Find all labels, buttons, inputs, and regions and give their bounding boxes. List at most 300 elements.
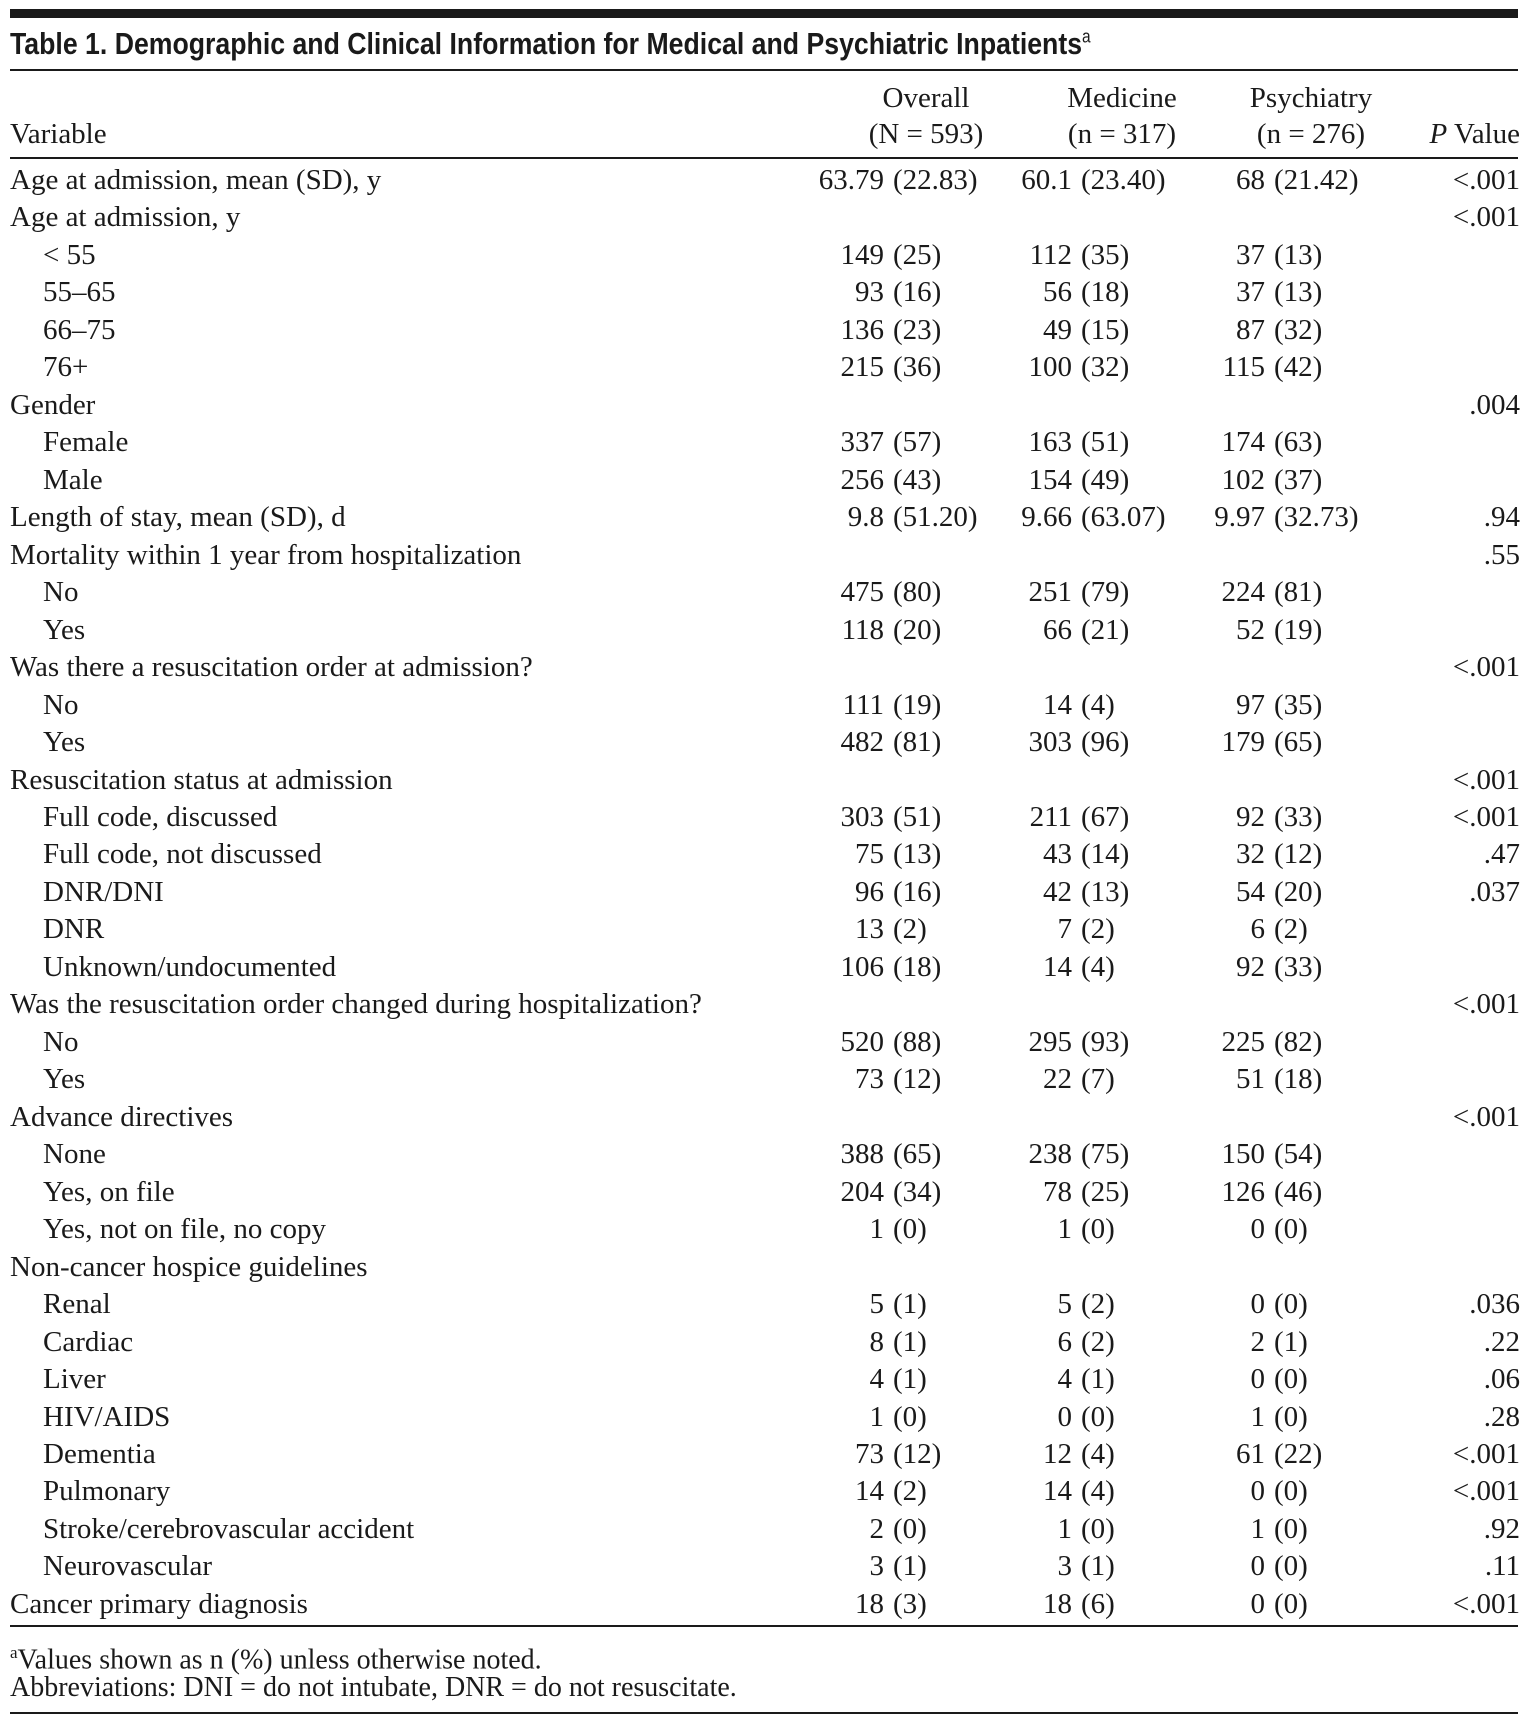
psychiatry-value: 115 [1222, 351, 1265, 384]
overall-value: 93 [855, 276, 884, 309]
row-label: Female [43, 426, 129, 459]
row-label: Age at admission, mean (SD), y [10, 164, 382, 196]
p-value: <.001 [1452, 763, 1520, 796]
table-row [0, 1211, 1528, 1248]
header-p-value [1430, 116, 1520, 152]
medicine-percent: (1) [1081, 1550, 1115, 1583]
psychiatry-value: 9.97 [1214, 501, 1265, 534]
overall-value: 303 [840, 800, 884, 833]
p-value: .92 [1483, 1512, 1520, 1545]
overall-percent: (34) [893, 1175, 942, 1208]
psychiatry-value: 174 [1221, 426, 1265, 459]
row-label: Pulmonary [43, 1475, 171, 1508]
psychiatry-percent: (0) [1274, 1213, 1308, 1246]
medicine-value: 154 [1028, 463, 1072, 496]
psychiatry-value: 87 [1236, 313, 1265, 346]
overall-percent: (12) [893, 1437, 942, 1470]
psychiatry-value: 37 [1236, 238, 1265, 271]
footnote-a-text: Values shown as n (%) unless otherwise noted. [17, 1644, 542, 1676]
p-value: <.001 [1452, 1475, 1520, 1508]
table-row [0, 1136, 1528, 1173]
psychiatry-percent: (32) [1274, 313, 1323, 346]
bottom-rule [10, 1625, 1518, 1627]
row-label: Advance directives [10, 1100, 234, 1133]
table-row [0, 836, 1528, 873]
p-value: .28 [1483, 1400, 1520, 1433]
table-row [0, 762, 1528, 799]
row-label: No [43, 688, 79, 721]
table-row [0, 1436, 1528, 1473]
overall-percent: (51.20) [893, 501, 978, 534]
psychiatry-percent: (32.73) [1274, 501, 1359, 534]
row-label: None [43, 1138, 106, 1171]
table-row [0, 1399, 1528, 1436]
row-label: Length of stay, mean (SD), d [10, 501, 346, 534]
psychiatry-percent: (20) [1274, 875, 1323, 908]
psychiatry-percent: (0) [1274, 1587, 1308, 1620]
p-value: <.001 [1452, 1100, 1520, 1133]
psychiatry-percent: (0) [1274, 1400, 1308, 1433]
p-value: .11 [1484, 1550, 1520, 1583]
overall-percent: (0) [893, 1512, 927, 1545]
medicine-percent: (15) [1081, 313, 1130, 346]
medicine-percent: (0) [1081, 1400, 1115, 1433]
table-row [0, 199, 1528, 236]
table-row [0, 274, 1528, 311]
row-label: Cancer primary diagnosis [10, 1587, 308, 1620]
medicine-value: 112 [1029, 238, 1072, 271]
header-overall-n: (N = 593) [868, 118, 984, 150]
table-row [0, 687, 1528, 724]
overall-value: 149 [840, 238, 884, 271]
psychiatry-percent: (46) [1274, 1175, 1323, 1208]
medicine-value: 0 [1057, 1400, 1072, 1433]
overall-percent: (22.83) [893, 164, 978, 196]
p-value: <.001 [1452, 1587, 1520, 1620]
psychiatry-percent: (0) [1274, 1550, 1308, 1583]
medicine-percent: (25) [1081, 1175, 1130, 1208]
overall-value: 63.79 [818, 164, 884, 196]
overall-value: 520 [840, 1025, 884, 1058]
overall-value: 388 [840, 1138, 884, 1171]
medicine-value: 5 [1057, 1288, 1072, 1321]
overall-value: 136 [840, 313, 884, 346]
table-row [0, 1548, 1528, 1585]
row-label: Resuscitation status at admission [10, 763, 393, 796]
overall-value: 96 [855, 875, 884, 908]
header-rule [10, 157, 1518, 159]
medicine-value: 42 [1043, 875, 1072, 908]
p-value: <.001 [1452, 201, 1520, 234]
medicine-percent: (6) [1081, 1587, 1115, 1620]
table-row [0, 1099, 1528, 1136]
table-row [0, 1511, 1528, 1548]
table-row [0, 649, 1528, 686]
row-label: No [43, 1025, 79, 1058]
overall-value: 13 [855, 913, 884, 946]
row-label: Yes [43, 1063, 86, 1096]
p-value: <.001 [1452, 164, 1520, 196]
psychiatry-value: 1 [1250, 1512, 1265, 1545]
overall-percent: (36) [893, 351, 942, 384]
overall-percent: (1) [893, 1325, 927, 1358]
row-label: No [43, 576, 79, 609]
table-row [0, 1174, 1528, 1211]
psychiatry-value: 32 [1236, 838, 1265, 871]
overall-percent: (12) [893, 1063, 942, 1096]
psychiatry-value: 92 [1236, 950, 1265, 983]
overall-percent: (43) [893, 463, 942, 496]
table-row [0, 1473, 1528, 1510]
p-value: <.001 [1452, 988, 1520, 1021]
table-row [0, 724, 1528, 761]
psychiatry-value: 0 [1250, 1363, 1265, 1396]
psychiatry-value: 1 [1250, 1400, 1265, 1433]
table-row [0, 1249, 1528, 1286]
overall-value: 215 [840, 351, 884, 384]
overall-value: 73 [855, 1437, 884, 1470]
psychiatry-value: 6 [1250, 913, 1265, 946]
psychiatry-value: 2 [1250, 1325, 1265, 1358]
row-label: Neurovascular [43, 1550, 213, 1583]
medicine-percent: (0) [1081, 1512, 1115, 1545]
top-bar [10, 9, 1518, 18]
overall-percent: (88) [893, 1025, 942, 1058]
row-label: 55–65 [43, 276, 116, 309]
overall-percent: (13) [893, 838, 942, 871]
psychiatry-value: 225 [1221, 1025, 1265, 1058]
table-row [0, 1324, 1528, 1361]
end-rule [10, 1712, 1518, 1714]
psychiatry-value: 54 [1236, 875, 1265, 908]
overall-value: 118 [841, 613, 884, 646]
table-row [0, 799, 1528, 836]
medicine-value: 60.1 [1021, 164, 1072, 196]
overall-value: 3 [869, 1550, 884, 1583]
medicine-percent: (18) [1081, 276, 1130, 309]
medicine-value: 7 [1057, 913, 1072, 946]
medicine-value: 14 [1043, 950, 1072, 983]
overall-value: 111 [842, 688, 884, 721]
row-label: Renal [43, 1288, 111, 1321]
psychiatry-percent: (1) [1274, 1325, 1308, 1358]
medicine-percent: (2) [1081, 1288, 1115, 1321]
overall-value: 475 [840, 576, 884, 609]
overall-value: 106 [840, 950, 884, 983]
psychiatry-value: 37 [1236, 276, 1265, 309]
overall-value: 337 [840, 426, 884, 459]
overall-percent: (65) [893, 1138, 942, 1171]
medicine-percent: (2) [1081, 1325, 1115, 1358]
overall-percent: (51) [893, 800, 942, 833]
overall-value: 1 [869, 1400, 884, 1433]
medicine-percent: (13) [1081, 875, 1130, 908]
overall-percent: (19) [893, 688, 942, 721]
overall-value: 9.8 [847, 501, 884, 534]
table-title [10, 26, 1091, 62]
table-row [0, 162, 1528, 199]
medicine-percent: (4) [1081, 1475, 1115, 1508]
medicine-value: 251 [1028, 576, 1072, 609]
medicine-value: 100 [1028, 351, 1072, 384]
header-overall: Overall [882, 82, 970, 114]
p-value: .036 [1469, 1288, 1520, 1321]
overall-percent: (1) [893, 1363, 927, 1396]
overall-value: 204 [840, 1175, 884, 1208]
overall-value: 8 [869, 1325, 884, 1358]
table-row [0, 349, 1528, 386]
psychiatry-percent: (0) [1274, 1363, 1308, 1396]
medicine-value: 49 [1043, 313, 1072, 346]
table-row [0, 1361, 1528, 1398]
header-variable: Variable [10, 118, 107, 150]
medicine-percent: (14) [1081, 838, 1130, 871]
header-medicine-n: (n = 317) [1067, 118, 1177, 150]
p-value: .22 [1483, 1325, 1520, 1358]
medicine-value: 43 [1043, 838, 1072, 871]
medicine-percent: (1) [1081, 1363, 1115, 1396]
psychiatry-percent: (19) [1274, 613, 1323, 646]
title-text: Table 1. Demographic and Clinical Information for Medical and Psychiatric Inpatients [10, 26, 1083, 61]
header-medicine: Medicine [1067, 82, 1177, 114]
medicine-value: 295 [1028, 1025, 1072, 1058]
table-row [0, 911, 1528, 948]
overall-value: 256 [840, 463, 884, 496]
medicine-percent: (49) [1081, 463, 1130, 496]
medicine-value: 238 [1028, 1138, 1072, 1171]
table-row [0, 387, 1528, 424]
table-row [0, 1024, 1528, 1061]
p-value: .94 [1483, 501, 1520, 534]
psychiatry-value: 126 [1221, 1175, 1265, 1208]
overall-value: 482 [840, 726, 884, 759]
psychiatry-percent: (12) [1274, 838, 1323, 871]
medicine-percent: (0) [1081, 1213, 1115, 1246]
overall-percent: (57) [893, 426, 942, 459]
row-label: Full code, not discussed [43, 838, 322, 871]
table-row [0, 949, 1528, 986]
table-row [0, 499, 1528, 536]
psychiatry-percent: (13) [1274, 238, 1323, 271]
medicine-value: 6 [1057, 1325, 1072, 1358]
table-row [0, 312, 1528, 349]
table-row [0, 237, 1528, 274]
psychiatry-percent: (65) [1274, 726, 1323, 759]
psychiatry-value: 179 [1221, 726, 1265, 759]
psychiatry-value: 92 [1236, 800, 1265, 833]
medicine-percent: (67) [1081, 800, 1130, 833]
p-value: <.001 [1452, 800, 1520, 833]
row-label: Age at admission, y [10, 201, 241, 234]
overall-percent: (1) [893, 1288, 927, 1321]
psychiatry-percent: (13) [1274, 276, 1323, 309]
medicine-value: 1 [1057, 1213, 1072, 1246]
row-label: Yes, not on file, no copy [43, 1213, 327, 1246]
overall-percent: (0) [893, 1400, 927, 1433]
psychiatry-value: 0 [1250, 1550, 1265, 1583]
p-value: .55 [1483, 538, 1520, 571]
medicine-value: 1 [1057, 1512, 1072, 1545]
table-row [0, 612, 1528, 649]
overall-percent: (18) [893, 950, 942, 983]
row-label: Gender [10, 388, 96, 421]
medicine-percent: (23.40) [1081, 164, 1166, 196]
row-label: HIV/AIDS [43, 1400, 171, 1433]
psychiatry-percent: (18) [1274, 1063, 1323, 1096]
table-row [0, 1061, 1528, 1098]
overall-percent: (2) [893, 1475, 927, 1508]
row-label: 66–75 [43, 313, 116, 346]
overall-value: 75 [855, 838, 884, 871]
medicine-percent: (2) [1081, 913, 1115, 946]
medicine-value: 14 [1043, 688, 1072, 721]
psychiatry-value: 97 [1236, 688, 1265, 721]
psychiatry-value: 0 [1250, 1213, 1265, 1246]
row-label: Unknown/undocumented [43, 950, 337, 983]
header-p-rest: Value [1447, 118, 1520, 150]
psychiatry-value: 52 [1236, 613, 1265, 646]
medicine-value: 14 [1043, 1475, 1072, 1508]
psychiatry-percent: (35) [1274, 688, 1323, 721]
p-value: .06 [1483, 1363, 1520, 1396]
psychiatry-value: 51 [1236, 1063, 1265, 1096]
medicine-percent: (7) [1081, 1063, 1115, 1096]
medicine-value: 66 [1043, 613, 1072, 646]
table-row [0, 1286, 1528, 1323]
row-label: Mortality within 1 year from hospitalization [10, 538, 522, 571]
overall-percent: (81) [893, 726, 942, 759]
table-row [0, 462, 1528, 499]
row-label: Liver [43, 1363, 106, 1396]
psychiatry-value: 68 [1236, 164, 1265, 196]
psychiatry-value: 102 [1221, 463, 1265, 496]
overall-value: 2 [869, 1512, 884, 1545]
table-row [0, 986, 1528, 1023]
psychiatry-value: 61 [1236, 1437, 1265, 1470]
medicine-value: 12 [1043, 1437, 1072, 1470]
psychiatry-percent: (33) [1274, 800, 1323, 833]
row-label: Full code, discussed [43, 800, 278, 833]
overall-percent: (0) [893, 1213, 927, 1246]
medicine-percent: (75) [1081, 1138, 1130, 1171]
overall-percent: (23) [893, 313, 942, 346]
medicine-percent: (96) [1081, 726, 1130, 759]
footnote-mark: a [10, 1643, 18, 1662]
overall-percent: (3) [893, 1587, 927, 1620]
medicine-percent: (35) [1081, 238, 1130, 271]
psychiatry-value: 0 [1250, 1288, 1265, 1321]
psychiatry-percent: (0) [1274, 1512, 1308, 1545]
table-row [0, 1586, 1528, 1623]
medicine-value: 18 [1043, 1587, 1072, 1620]
overall-percent: (2) [893, 913, 927, 946]
overall-percent: (80) [893, 576, 942, 609]
overall-value: 73 [855, 1063, 884, 1096]
medicine-percent: (79) [1081, 576, 1130, 609]
row-label: DNR/DNI [43, 875, 164, 908]
table-row [0, 874, 1528, 911]
p-value: <.001 [1452, 1437, 1520, 1470]
footnote-abbreviations: Abbreviations: DNI = do not intubate, DNR = do not resuscitate. [10, 1672, 737, 1703]
row-label: < 55 [43, 238, 96, 271]
title-rule [10, 69, 1518, 71]
medicine-percent: (63.07) [1081, 501, 1166, 534]
row-label: Yes [43, 726, 86, 759]
medicine-value: 303 [1028, 726, 1072, 759]
medicine-value: 22 [1043, 1063, 1072, 1096]
row-label: Yes [43, 613, 86, 646]
psychiatry-percent: (21.42) [1274, 164, 1359, 196]
psychiatry-value: 150 [1221, 1138, 1265, 1171]
psychiatry-value: 0 [1250, 1475, 1265, 1508]
p-value: .037 [1469, 875, 1520, 908]
overall-value: 1 [869, 1213, 884, 1246]
p-value: .004 [1469, 388, 1520, 421]
medicine-value: 9.66 [1021, 501, 1072, 534]
psychiatry-value: 224 [1221, 576, 1265, 609]
row-label: Male [43, 463, 103, 496]
p-value: .47 [1483, 838, 1520, 871]
psychiatry-percent: (63) [1274, 426, 1323, 459]
title-footnote-mark: a [1082, 26, 1091, 47]
p-value: <.001 [1452, 651, 1520, 684]
row-label: Was there a resuscitation order at admission? [10, 651, 533, 684]
overall-value: 14 [855, 1475, 884, 1508]
medicine-percent: (32) [1081, 351, 1130, 384]
psychiatry-percent: (82) [1274, 1025, 1323, 1058]
psychiatry-percent: (54) [1274, 1138, 1323, 1171]
medicine-percent: (51) [1081, 426, 1130, 459]
row-label: 76+ [43, 351, 89, 384]
overall-value: 18 [855, 1587, 884, 1620]
header-p-italic: P [1429, 118, 1448, 150]
psychiatry-percent: (22) [1274, 1437, 1323, 1470]
psychiatry-percent: (33) [1274, 950, 1323, 983]
medicine-value: 3 [1057, 1550, 1072, 1583]
medicine-percent: (4) [1081, 688, 1115, 721]
row-label: Was the resuscitation order changed during hospitalization? [10, 988, 702, 1021]
overall-percent: (1) [893, 1550, 927, 1583]
medicine-value: 78 [1043, 1175, 1072, 1208]
row-label: DNR [43, 913, 105, 946]
psychiatry-percent: (0) [1274, 1288, 1308, 1321]
medicine-percent: (93) [1081, 1025, 1130, 1058]
row-label: Yes, on file [43, 1175, 175, 1208]
psychiatry-percent: (2) [1274, 913, 1308, 946]
overall-percent: (16) [893, 875, 942, 908]
header-psychiatry-n: (n = 276) [1256, 118, 1366, 150]
medicine-value: 211 [1029, 800, 1072, 833]
table-row [0, 574, 1528, 611]
overall-value: 5 [869, 1288, 884, 1321]
overall-percent: (25) [893, 238, 942, 271]
overall-percent: (16) [893, 276, 942, 309]
medicine-value: 56 [1043, 276, 1072, 309]
overall-percent: (20) [893, 613, 942, 646]
row-label: Non-cancer hospice guidelines [10, 1250, 368, 1283]
psychiatry-percent: (81) [1274, 576, 1323, 609]
table-row [0, 537, 1528, 574]
medicine-percent: (21) [1081, 613, 1130, 646]
row-label: Stroke/cerebrovascular accident [43, 1512, 415, 1545]
psychiatry-percent: (42) [1274, 351, 1323, 384]
psychiatry-value: 0 [1250, 1587, 1265, 1620]
row-label: Dementia [43, 1437, 156, 1470]
overall-value: 4 [869, 1363, 884, 1396]
medicine-percent: (4) [1081, 950, 1115, 983]
psychiatry-percent: (0) [1274, 1475, 1308, 1508]
row-label: Cardiac [43, 1325, 134, 1358]
